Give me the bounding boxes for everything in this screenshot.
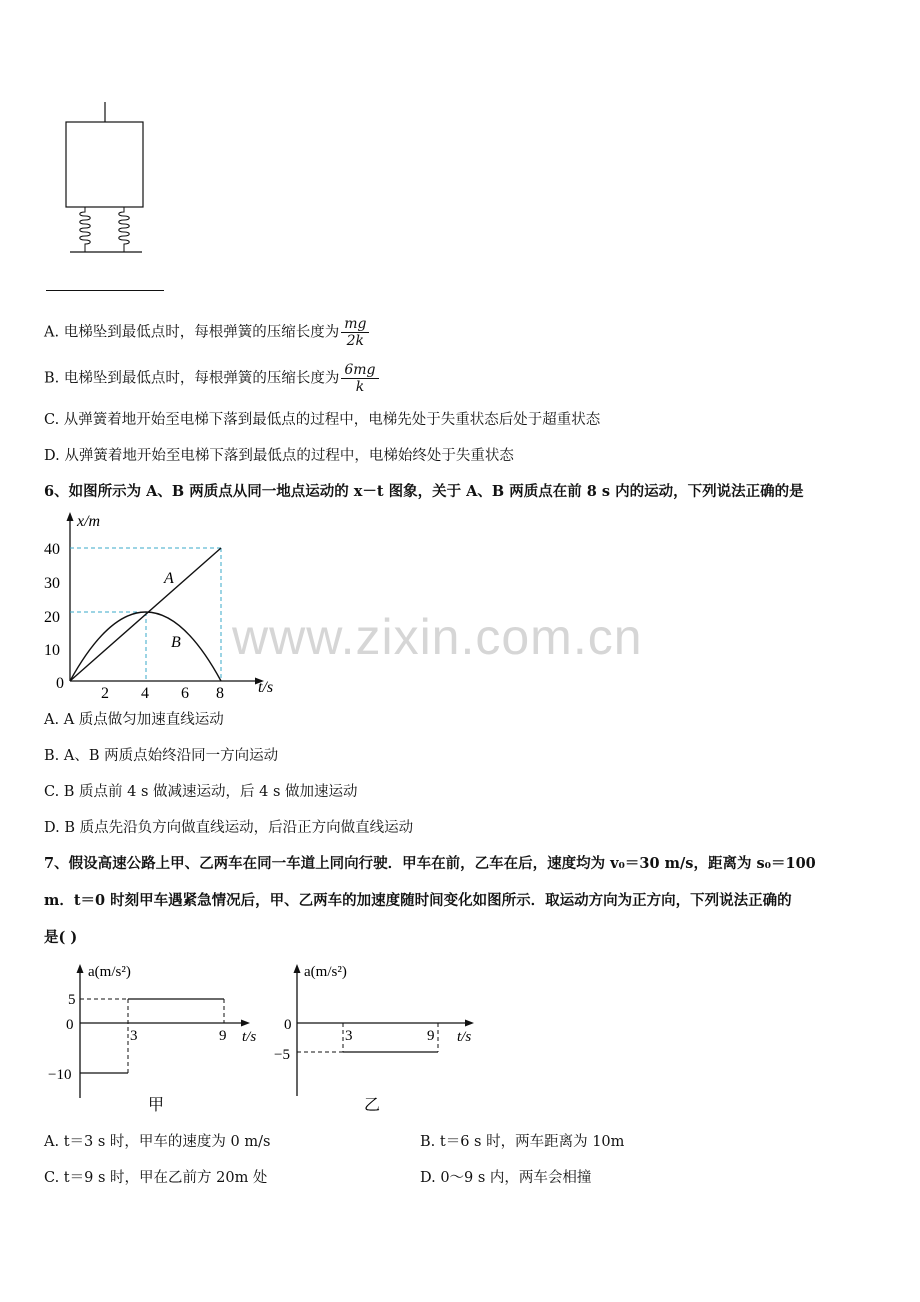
q6-option-c: C. B 质点前 4 s 做减速运动，后 4 s 做加速运动 [44,784,358,800]
watermark: www.zixin.com.cn [232,609,643,665]
q7-option-d: D. 0～9 s 内，两车会相撞 [420,1170,592,1186]
q7-stem-line1: 7、假设高速公路上甲、乙两车在同一车道上同向行驶．甲车在前，乙车在后，速度均为 v₀＝30 m/s，距离为 s₀＝100 [44,855,816,872]
q6-option-b: B. A、B 两质点始终沿同一方向运动 [44,748,279,764]
q6-y-axis-label: x/m [77,513,101,530]
yi-x-axis-label: t/s [457,1029,472,1045]
q5-option-a: A. 电梯坠到最低点时，每根弹簧的压缩长度为 $\frac{mg}{2k}$ [44,316,369,349]
q6-xtick-6: 6 [181,685,189,700]
q6-option-a: A. A 质点做匀加速直线运动 [44,712,224,728]
q6-xtick-8: 8 [216,685,224,700]
q6-xtick-2: 2 [101,685,109,700]
jia-ytick-neg10: −10 [48,1067,72,1083]
q7-option-c: C. t＝9 s 时，甲在乙前方 20m 处 [44,1170,268,1186]
jia-ytick-5: 5 [68,992,76,1008]
yi-xtick-9: 9 [427,1028,435,1044]
jia-caption: 甲 [148,1097,165,1114]
q5-option-d: D. 从弹簧着地开始至电梯下落到最低点的过程中，电梯始终处于失重状态 [44,448,514,464]
q6-x-axis-label: t/s [258,679,274,696]
q6-label-a: A [164,570,174,587]
jia-ytick-0: 0 [66,1017,74,1033]
elevator-figure [60,100,170,260]
q7-stem-line2: m．t＝0 时刻甲车遇紧急情况后，甲、乙两车的加速度随时间变化如图所示．取运动方向为正方向，下列说法正确的 [44,892,792,909]
q6-label-b: B [171,634,181,651]
q6-ytick-0: 0 [56,675,64,692]
q7-graph-jia [44,958,274,1118]
q7-stem-line3: 是( ) [44,929,78,946]
q6-xtick-4: 4 [141,685,149,700]
q6-ytick-20: 20 [44,609,60,626]
jia-xtick-9: 9 [219,1028,227,1044]
fraction-mg-2k: $\frac{mg}{2k}$ [341,316,369,349]
yi-caption: 乙 [364,1097,381,1114]
jia-y-axis-label: a(m/s²) [88,964,131,980]
q6-ytick-10: 10 [44,642,60,659]
q7-option-a: A. t＝3 s 时，甲车的速度为 0 m/s [44,1134,271,1150]
q5-option-b: B. 电梯坠到最低点时，每根弹簧的压缩长度为 $\frac{6mg}{k}$ [44,362,379,395]
q6-ytick-40: 40 [44,541,60,558]
q6-stem: 6、如图所示为 A、B 两质点从同一地点运动的 x－t 图象，关于 A、B 两质点在前 8 s 内的运动，下列说法正确的是 [44,483,804,500]
q5-option-c: C. 从弹簧着地开始至电梯下落到最低点的过程中，电梯先处于失重状态后处于超重状态 [44,412,601,428]
answer-blank-line [46,290,164,291]
q7-graph-yi [270,958,490,1118]
jia-xtick-3: 3 [130,1028,138,1044]
fraction-6mg-k: $\frac{6mg}{k}$ [341,362,378,395]
q7-option-b: B. t＝6 s 时，两车距离为 10m [420,1134,625,1150]
spring-left-icon [80,207,91,252]
q6-ytick-30: 30 [44,575,60,592]
spring-right-icon [119,207,130,252]
yi-ytick-neg5: −5 [274,1047,290,1063]
jia-x-axis-label: t/s [242,1029,257,1045]
yi-ytick-0: 0 [284,1017,292,1033]
yi-xtick-3: 3 [345,1028,353,1044]
yi-y-axis-label: a(m/s²) [304,964,347,980]
q6-xt-chart [40,508,290,700]
q6-option-d: D. B 质点先沿负方向做直线运动，后沿正方向做直线运动 [44,820,414,836]
